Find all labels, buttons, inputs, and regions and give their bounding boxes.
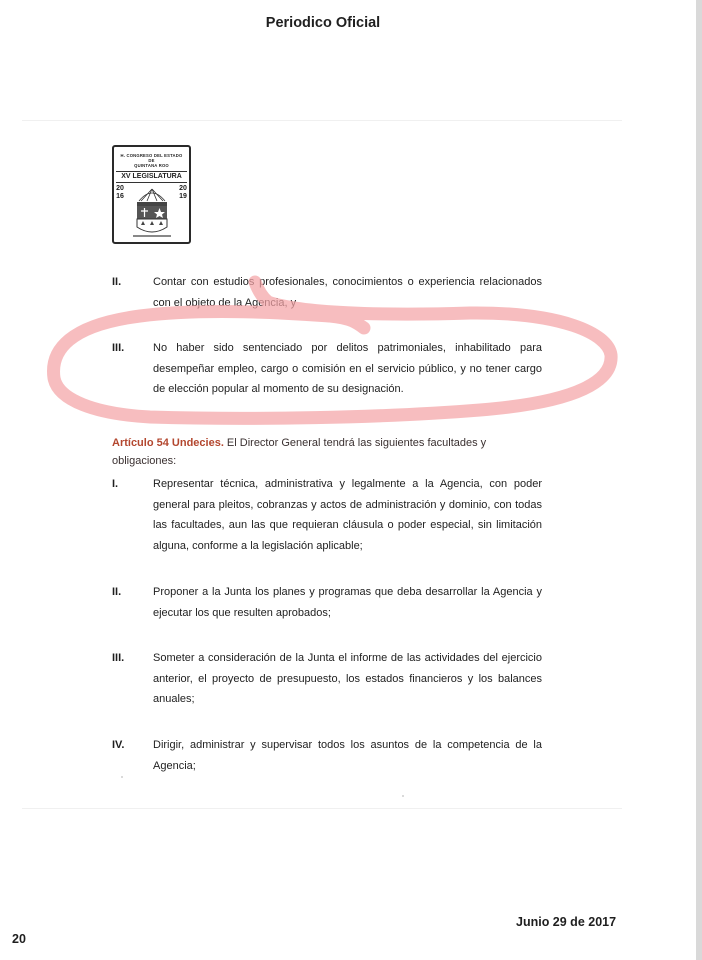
scan-speck xyxy=(121,776,123,778)
item-number: III. xyxy=(112,342,125,354)
seal-header-text: H. CONGRESO DEL ESTADO DE QUINTANA ROO xyxy=(120,153,183,168)
seal-year-start: 2016 xyxy=(116,185,124,200)
article-heading-line xyxy=(112,434,552,470)
item-number: III. xyxy=(112,652,125,664)
item-text: Dirigir, administrar y supervisar todos los asuntos de la competencia de la Agencia; xyxy=(153,739,542,772)
item-text: No haber sido sentenciado por delitos patrimoniales, inhabilitado para desempeñar empleo, cargo o comisión en el servicio público, y no tener cargo de elección popular al momento de su designación. xyxy=(153,342,542,395)
list-item xyxy=(112,648,542,710)
page-number: 20 xyxy=(12,932,26,946)
coat-of-arms-icon xyxy=(131,183,173,239)
item-text: Proponer a la Junta los planes y programas que deba desarrollar la Agencia y ejecutar los que resulten aprobados; xyxy=(153,586,542,619)
list-item xyxy=(112,582,542,623)
item-text: Representar técnica, administrativa y legalmente a la Agencia, con poder general para pleitos, cobranzas y actos de administración y dominio, con todas las facultades, aun las que requieran cláusula o poder especial, sin limitación alguna, conforme a la legislación aplicable; xyxy=(153,478,542,552)
list-item xyxy=(112,338,542,400)
seal-year-end: 2019 xyxy=(179,185,187,200)
list-item xyxy=(112,272,542,313)
page-edge-shadow xyxy=(696,0,702,960)
item-number: II. xyxy=(112,276,122,288)
item-text: Contar con estudios profesionales, conocimientos o experiencia relacionados con el objeto de la Agencia, y xyxy=(153,276,542,309)
congress-seal-logo xyxy=(112,145,191,244)
page-title: Periodico Oficial xyxy=(265,15,381,31)
item-text: Someter a consideración de la Junta el informe de las actividades del ejercicio anterior, el proyecto de presupuesto, los estados financieros y los balances anuales; xyxy=(153,652,542,705)
article-intro: El Director General tendrá las siguientes facultades y obligaciones: xyxy=(112,437,487,467)
article-heading: Artículo 54 Undecies. xyxy=(112,437,224,449)
item-number: I. xyxy=(112,478,119,490)
scan-speck xyxy=(402,795,404,797)
item-number: II. xyxy=(112,586,122,598)
item-number: IV. xyxy=(112,739,125,751)
divider-top xyxy=(22,120,622,121)
divider-bottom xyxy=(22,808,622,809)
footer-date: Junio 29 de 2017 xyxy=(516,915,617,929)
list-item xyxy=(112,735,542,776)
list-item xyxy=(112,474,542,556)
seal-legislature: XV LEGISLATURA xyxy=(116,171,187,183)
